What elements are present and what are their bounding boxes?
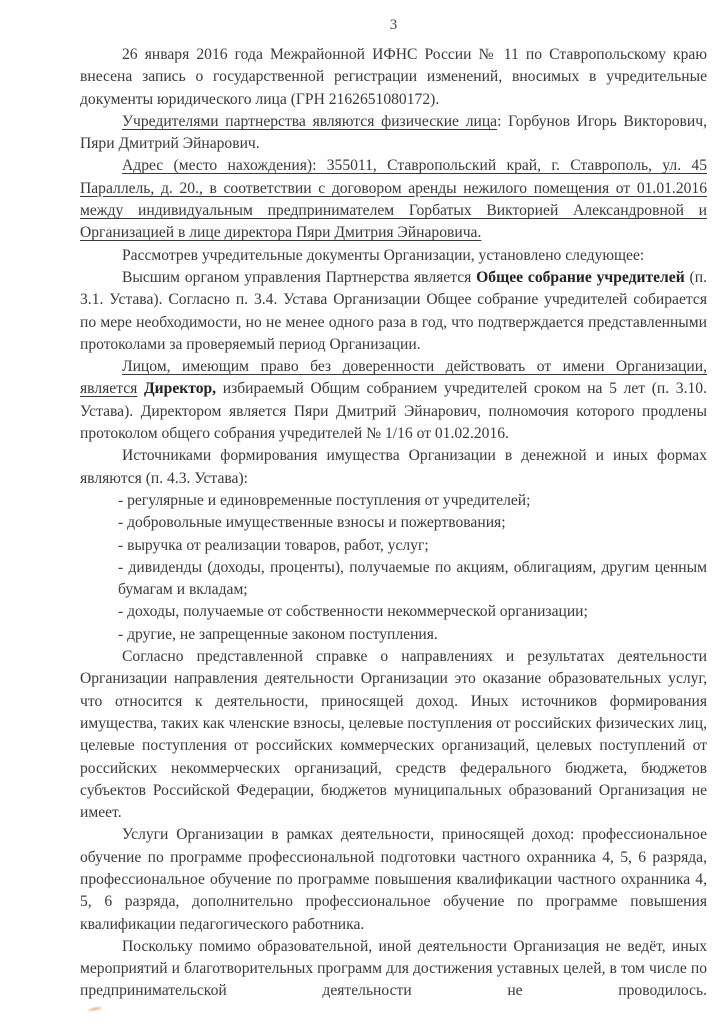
list-item: - доходы, получаемые от собственности некоммерческой организации; [118, 603, 588, 621]
paragraph-review: Рассмотрев учредительные документы Организации, установлено следующее: [122, 246, 645, 264]
paragraph-conclusion: Поскольку помимо образовательной, иной деятельности Организация не ведёт, иных мероприятий и благотворительных программ для достижения уставных целей, в том числе по предпринимательской деятельности не проводилось. [80, 937, 707, 1000]
list-item: - регулярные и единовременные поступления от учредителей; [118, 491, 531, 509]
paragraph-director [80, 356, 707, 445]
page-number: 3 [389, 17, 398, 33]
paragraph-address [80, 155, 707, 244]
list-item: - другие, не запрещенные законом поступления. [118, 625, 438, 643]
founders-names: : Горбунов Игорь Викторович, Пяри Дмитрий Эйнарович. [80, 112, 707, 153]
director-bold: Директор, [137, 380, 217, 398]
governing-body-intro: Высшим органом управления Партнерства является [122, 268, 477, 286]
list-item: - дивиденды (доходы, проценты), получаемые по акциям, облигациям, другим ценным бумагам и вкладам; [118, 558, 707, 599]
paragraph-activity-directions: Согласно представленной справке о направлениях и результатах деятельности Организации направления деятельности Организации это оказание образовательных услуг, что относится к деятельности, приносящей доход. Иных источников формирования имущества, таких как членские взносы, целевые поступления от российских физических лиц, целевые поступления от российских коммерческих организаций, целевых поступлений от российских некоммерческих организаций, средств федерального бюджета, бюджетов субъектов Российской Федерации, бюджетов муниципальных образований Организация не имеет. [80, 648, 707, 822]
list-item: - выручка от реализации товаров, работ, услуг; [118, 536, 429, 554]
paragraph-founders [80, 111, 707, 156]
director-authority: Лицом, имеющим право без доверенности действовать от имени Организации, является [80, 358, 707, 398]
address-text: Адрес (место нахождения): 355011, Ставропольский край, г. Ставрополь, ул. 45 Параллель, д. 20., в соответствии с договором аренды нежилого помещения от 01.01.2016 между индивидуальным предпринимателем Горбатых Викторией Александровной и Организацией в лице директора Пяри Дмитрия Эйнаровича. [80, 157, 707, 242]
paragraph-property-sources: Источниками формирования имущества Организации в денежной и иных формах являются (п. 4.3. Устава): [80, 447, 707, 487]
scan-smudge-mark [88, 1006, 103, 1013]
paragraph-registration: 26 января 2016 года Межрайонной ИФНС России № 11 по Ставропольскому краю внесена запись о государственной регистрации изменений, вносимых в учредительные документы юридического лица (ГРН 2162651080172). [80, 46, 707, 108]
governing-body-bold: Общее собрание учредителей [476, 268, 685, 286]
list-item: - добровольные имущественные взносы и пожертвования; [118, 514, 506, 532]
paragraph-services: Услуги Организации в рамках деятельности, приносящей доход: профессиональное обучение по программе профессиональной подготовки частного охранника 4, 5, 6 разряда, профессиональное обучение по программе повышения квалификации частного охранника 4, 5, 6 разряда, дополнительно профессиональное обучение по программе повышения квалификации педагогического работника. [80, 826, 707, 933]
document-body [80, 44, 707, 1003]
director-details: избираемый Общим собранием учредителей сроком на 5 лет (п. 3.10. Устава). Директором является Пяри Дмитрий Эйнарович, полномочия которого продлены протоколом общего собрания учредителей № 1/16 от 01.02.2016. [80, 380, 707, 443]
governing-body-details: (п. 3.1. Устава). Согласно п. 3.4. Устава Организации Общее собрание учредителей собирается по мере необходимости, но не менее одного раза в год, что подтверждается представленными протоколами за проверяемый период Организации. [80, 268, 707, 353]
founders-heading: Учредителями партнерства являются физические лица [122, 112, 498, 130]
property-sources-list [80, 490, 707, 646]
paragraph-governing-body [80, 267, 707, 356]
